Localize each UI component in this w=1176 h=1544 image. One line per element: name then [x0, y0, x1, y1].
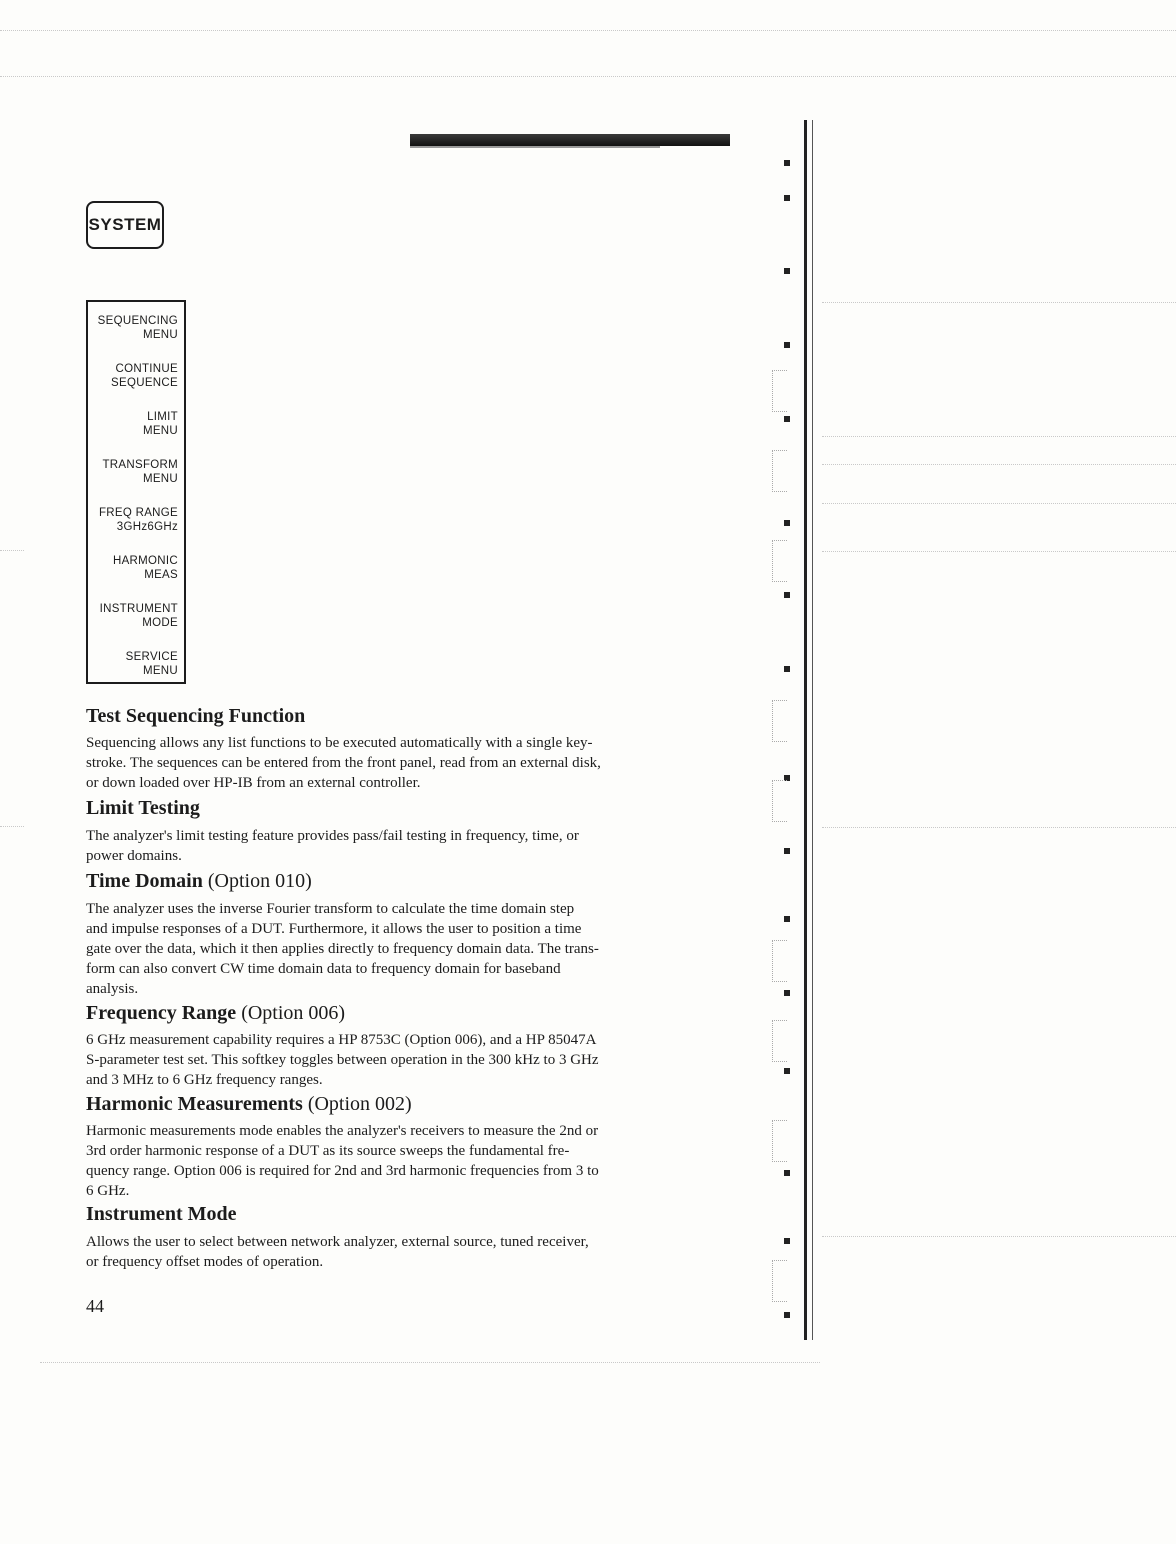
binding-slot [772, 940, 787, 982]
softkey-menu [86, 300, 186, 684]
section-body-instrument-mode [86, 1232, 589, 1272]
softkey-freq-range[interactable] [99, 506, 178, 534]
binding-rule [812, 120, 813, 1340]
section-title-time-domain [86, 870, 312, 893]
binding-tick [784, 848, 790, 854]
softkey-label: INSTRUMENT [99, 603, 178, 615]
body-line: 6 GHz. [86, 1183, 130, 1199]
softkey-label: LIMIT [147, 411, 178, 423]
scan-line [0, 30, 1176, 31]
binding-tick [784, 1238, 790, 1244]
binding-tick [784, 268, 790, 274]
section-body-frequency-range [86, 1030, 599, 1090]
section-title-text: Test Sequencing Function [86, 705, 306, 727]
body-line: S-parameter test set. This softkey toggles between operation in the 300 kHz to 3 GHz [86, 1052, 599, 1068]
scan-line [822, 302, 1176, 303]
body-line: quency range. Option 006 is required for 2nd and 3rd harmonic frequencies from 3 to [86, 1163, 599, 1179]
binding-tick [784, 195, 790, 201]
section-option: (Option 002) [307, 1093, 412, 1115]
header-rule [410, 134, 730, 146]
body-line: and 3 MHz to 6 GHz frequency ranges. [86, 1072, 323, 1088]
softkey-label: SERVICE [125, 651, 178, 663]
scan-line [822, 436, 1176, 437]
page-number: 44 [86, 1296, 104, 1316]
binding-tick [784, 1170, 790, 1176]
section-title-text: Limit Testing [86, 797, 200, 819]
body-line: analysis. [86, 981, 139, 997]
section-title-limit-testing [86, 797, 200, 820]
softkey-label: MENU [142, 329, 178, 341]
scan-line [0, 76, 1176, 77]
scan-line [0, 826, 24, 827]
softkey-transform-menu[interactable] [102, 458, 178, 486]
softkey-label: MENU [142, 425, 178, 437]
section-body-limit-testing [86, 826, 579, 866]
binding-slot [772, 1260, 787, 1302]
binding-tick [784, 990, 790, 996]
scan-line [822, 827, 1176, 828]
system-hardkey[interactable]: SYSTEM [86, 201, 164, 249]
softkey-label: CONTINUE [115, 363, 178, 375]
binding-slot [772, 1020, 787, 1062]
section-body-harmonic-measurements [86, 1121, 599, 1201]
softkey-sequencing-menu[interactable] [98, 314, 178, 342]
softkey-label: 3GHz6GHz [116, 521, 178, 533]
scan-line [40, 1362, 820, 1363]
softkey-label: SEQUENCING [97, 315, 178, 327]
binding-tick [784, 1068, 790, 1074]
binding-rule [804, 120, 807, 1340]
softkey-label: MENU [142, 665, 178, 677]
body-line: stroke. The sequences can be entered from the front panel, read from an external disk, [86, 755, 601, 771]
section-title-text: Harmonic Measurements [86, 1093, 303, 1115]
binding-tick [784, 520, 790, 526]
body-line: power domains. [86, 848, 182, 864]
body-line: Allows the user to select between network analyzer, external source, tuned receiver, [86, 1234, 589, 1250]
softkey-label: MODE [142, 617, 178, 629]
scan-line [822, 1236, 1176, 1237]
scan-line [822, 503, 1176, 504]
binding-tick [784, 416, 790, 422]
binding-tick [784, 916, 790, 922]
body-line: The analyzer's limit testing feature provides pass/fail testing in frequency, time, or [86, 828, 579, 844]
section-option: (Option 010) [207, 870, 312, 892]
softkey-service-menu[interactable] [126, 650, 178, 678]
section-title-instrument-mode [86, 1203, 237, 1226]
section-option: (Option 006) [241, 1002, 346, 1024]
binding-slot [772, 370, 787, 412]
softkey-label: HARMONIC [112, 555, 178, 567]
body-line: or frequency offset modes of operation. [86, 1254, 324, 1270]
body-line: or down loaded over HP-IB from an external controller. [86, 775, 421, 791]
body-line: gate over the data, which it then applies directly to frequency domain data. The trans- [86, 941, 599, 957]
binding-slot [772, 450, 787, 492]
body-line: Harmonic measurements mode enables the analyzer's receivers to measure the 2nd or [86, 1123, 599, 1139]
softkey-label: MEAS [144, 569, 178, 581]
scan-line [0, 550, 24, 551]
softkey-label: TRANSFORM [102, 459, 178, 471]
binding-tick [784, 1312, 790, 1318]
scan-line [822, 464, 1176, 465]
body-line: Sequencing allows any list functions to be executed automatically with a single key- [86, 735, 593, 751]
header-rule-shadow [410, 146, 660, 148]
binding-slot [772, 780, 787, 822]
section-body-time-domain [86, 899, 599, 999]
body-line: The analyzer uses the inverse Fourier transform to calculate the time domain step [86, 901, 575, 917]
softkey-limit-menu[interactable] [143, 410, 178, 438]
body-line: form can also convert CW time domain data to frequency domain for baseband [86, 961, 561, 977]
binding-tick [784, 342, 790, 348]
body-line: 3rd order harmonic response of a DUT as its source sweeps the fundamental fre- [86, 1143, 570, 1159]
binding-tick [784, 592, 790, 598]
section-title-text: Time Domain [86, 870, 203, 892]
binding-tick [784, 160, 790, 166]
softkey-harmonic-meas[interactable] [113, 554, 178, 582]
scan-line [822, 551, 1176, 552]
body-line: 6 GHz measurement capability requires a HP 8753C (Option 006), and a HP 85047A [86, 1032, 597, 1048]
section-body-test-sequencing [86, 733, 601, 793]
section-title-text: Frequency Range [86, 1002, 237, 1024]
binding-slot [772, 540, 787, 582]
softkey-continue-sequence[interactable] [111, 362, 178, 390]
binding-strip [770, 120, 820, 1340]
softkey-label: SEQUENCE [111, 377, 178, 389]
binding-slot [772, 700, 787, 742]
body-line: and impulse responses of a DUT. Furthermore, it allows the user to position a time [86, 921, 582, 937]
section-title-text: Instrument Mode [86, 1203, 237, 1225]
binding-tick [784, 666, 790, 672]
section-title-harmonic-measurements [86, 1093, 412, 1116]
section-title-test-sequencing [86, 705, 305, 728]
section-title-frequency-range [86, 1002, 345, 1025]
softkey-label: MENU [142, 473, 178, 485]
softkey-label: FREQ RANGE [98, 507, 178, 519]
softkey-instrument-mode[interactable] [100, 602, 178, 630]
binding-slot [772, 1120, 787, 1162]
